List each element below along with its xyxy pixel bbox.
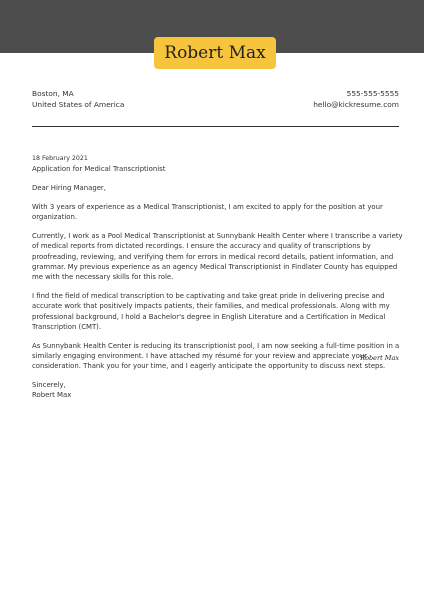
contact-country: United States of America [32, 100, 125, 109]
letter-paragraph: With 3 years of experience as a Medical Transcriptionist, I am excited to apply for the position at your organization. [32, 202, 383, 222]
letter-date: 18 February 2021 [32, 155, 88, 162]
letter-body [32, 154, 404, 401]
contact-city: Boston, MA [32, 89, 74, 98]
name-banner [154, 37, 276, 69]
letter-paragraph: As Sunnybank Health Center is reducing its transcriptionist pool, I am now seeking a full-time position in a similarly engaging environment. I have attached my résumé for your review and appreciate your consideration. Thank you for your time, and I eagerly anticipate the opportunity to discuss next steps. [32, 341, 400, 371]
letter-paragraph: Currently, I work as a Pool Medical Transcriptionist at Sunnybank Health Center where I transcribe a variety of medical reports from dictated recordings. I ensure the accuracy and quality of transcriptions by proofreading, reviewing, and verifying them for errors in medical record details, patient information, and grammar. My previous experience as an agency Medical Transcriptionist in Findlater County has equipped me with the necessary skills for this role. [32, 231, 403, 282]
contact-address [32, 88, 124, 110]
letter-closing-name: Robert Max [32, 391, 72, 400]
contact-phone: 555-555-5555 [346, 89, 399, 98]
signature: Robert Max [360, 354, 399, 362]
divider-line [32, 126, 399, 127]
letter-greeting: Dear Hiring Manager, [32, 184, 106, 193]
contact-details [313, 88, 399, 110]
letter-paragraph: I find the field of medical transcription to be captivating and take great pride in delivering precise and accurate work that positively impacts patients, their families, and medical professionals. Along with my professional background, I hold a Bachelor's degree in English Literature and a Certification in Medical Transcription (CMT). [32, 291, 390, 331]
contact-email: hello@kickresume.com [313, 100, 399, 109]
applicant-name: Robert Max [164, 43, 266, 63]
letter-closing: Sincerely, [32, 381, 66, 390]
letter-subject: Application for Medical Transcriptionist [32, 165, 166, 174]
